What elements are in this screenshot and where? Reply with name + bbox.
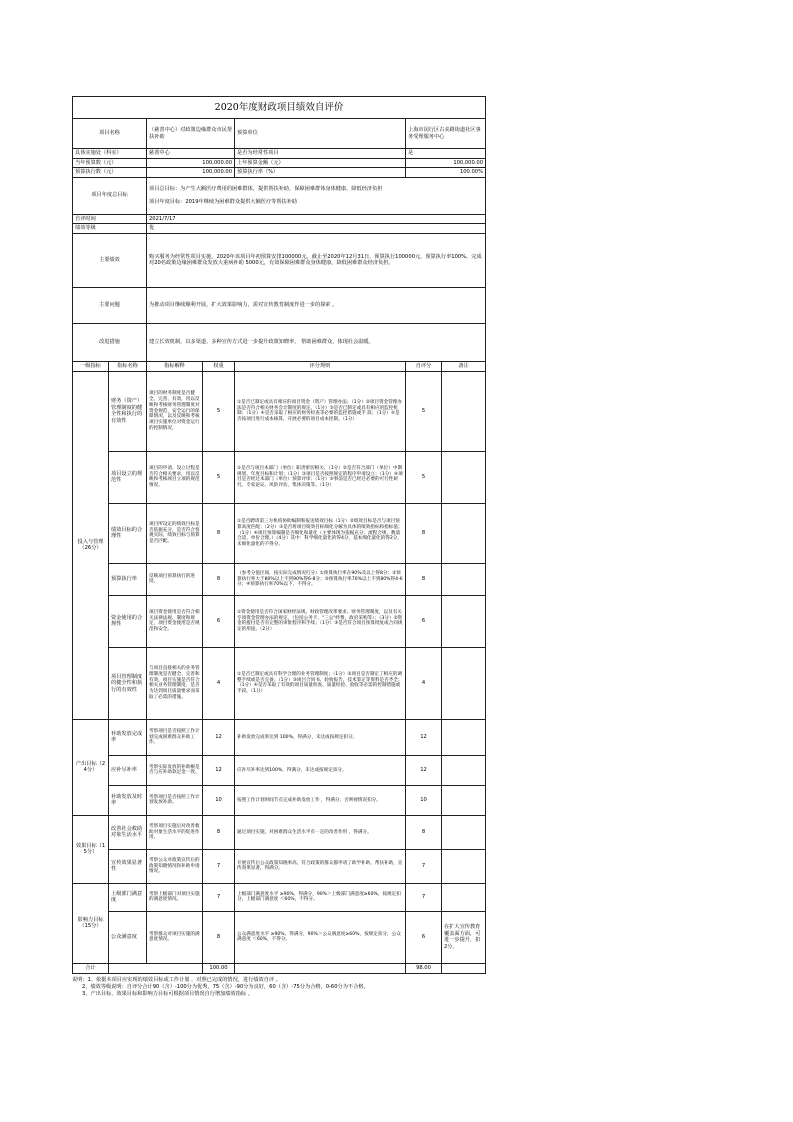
total-note-blank bbox=[442, 963, 486, 973]
col-score: 自评分 bbox=[406, 361, 442, 371]
indicator-row bbox=[73, 451, 486, 503]
indicator-desc: 与项目直接相关的业务管理制度是否健全、完善和有效，项目实施是否符合相关业务管理制度，是否为达到项目质量要求而采取了必需的措施。 bbox=[147, 647, 203, 719]
indicator-rule: 应补尽补率达到100%，得满分，未达成按规定扣分。 bbox=[235, 755, 406, 785]
evaluation-table bbox=[72, 96, 486, 974]
indicator-note: 在扩大宣传教育覆盖面方面，可进一步提升，扣2分。 bbox=[442, 911, 486, 963]
budget-unit-label: 预算单位 bbox=[235, 119, 406, 149]
grade-value: 优 bbox=[147, 224, 486, 234]
budget-label: 当年预算数（元） bbox=[73, 158, 147, 168]
note-line: 说明：1、依据本项目应实现的绩效目标或工作计划 ，对照已完成的情况，进行绩效自评 。 bbox=[72, 976, 281, 983]
indicator-rule: （参考分值区间，按实际完成情况打分）①预算执行率在90%及以上得8分；②预算执行率大于80%以上不到90%得6-8分；③预算执行率70%以上不到80%得4-6分；④预算执行率70%以下，不得分。 bbox=[235, 563, 406, 595]
footnotes bbox=[72, 977, 485, 998]
indicator-score: 5 bbox=[406, 371, 442, 451]
indicator-weight: 7 bbox=[203, 849, 235, 883]
indicator-rule: 通过项目实施，对困难群众生活水平有一定的改善作用 ，得满分。 bbox=[235, 815, 406, 849]
indicator-score: 10 bbox=[406, 785, 442, 815]
goal-text bbox=[147, 177, 486, 214]
indicator-note bbox=[442, 503, 486, 563]
col-weight: 权重 bbox=[203, 361, 235, 371]
indicator-row bbox=[73, 785, 486, 815]
indicator-weight: 8 bbox=[203, 503, 235, 563]
indicator-rule: ①是否已制定或具有相应的项目资金（资产）管理办法；（1分）②项目资金管理办法是否符合相关财务会计制度的规定。（1分）③是否已制定或具有相应的监控机制；（1分）④是否采取了相应的财务检查等必要的监控措施或手 段；（1分）⑤是否按项目进行成本核算，开展必要的项目成本控制。（1分） bbox=[235, 371, 406, 451]
indicator-weight: 6 bbox=[203, 595, 235, 647]
group-label: 影响力目标（15分） bbox=[73, 883, 109, 963]
total-weight: 100.00 bbox=[203, 963, 235, 973]
indicator-rule: 补助发放完成率达到 100%，得满分，未达成按规定扣分。 bbox=[235, 719, 406, 755]
page-title: 2020年度财政项目绩效自评价 bbox=[73, 97, 486, 119]
indicator-score: 7 bbox=[406, 883, 442, 911]
indicator-note bbox=[442, 815, 486, 849]
indicator-weight: 5 bbox=[203, 371, 235, 451]
indicator-name: 项目设立的规范性 bbox=[109, 451, 147, 503]
indicator-row bbox=[73, 371, 486, 451]
col-note: 备注 bbox=[442, 361, 486, 371]
recurring-value: 是 bbox=[406, 149, 486, 159]
indicator-row bbox=[73, 815, 486, 849]
indicator-row bbox=[73, 503, 486, 563]
indicator-note bbox=[442, 595, 486, 647]
indicator-row bbox=[73, 719, 486, 755]
budget-unit: 上海市闵行区古美路街道社区事务受理服务中心 bbox=[406, 119, 486, 149]
indicator-desc: 考察项目实施后对改善救助对象生活水平的促进作用。 bbox=[147, 815, 203, 849]
total-label: 合计 bbox=[73, 963, 109, 973]
exec-rate-value: 100.00% bbox=[406, 168, 486, 178]
indicator-score: 4 bbox=[406, 647, 442, 719]
budget-value: 100,000.00 bbox=[147, 158, 235, 168]
indicator-row bbox=[73, 883, 486, 911]
indicator-score: 6 bbox=[406, 911, 442, 963]
improve-label: 改进措施 bbox=[73, 323, 147, 361]
indicator-desc: 考察项目是否按照工作计划完成困难群众补助工作。 bbox=[147, 719, 203, 755]
indicator-row bbox=[73, 595, 486, 647]
indicator-name: 项目管理制度的健全性和执行的有效性 bbox=[109, 647, 147, 719]
exec-label: 预算执行数（元） bbox=[73, 168, 147, 178]
indicator-weight: 8 bbox=[203, 563, 235, 595]
exec-rate-label: 预算执行率（%） bbox=[235, 168, 406, 178]
indicator-note bbox=[442, 755, 486, 785]
indicator-desc: 考察群众对项目实施的满意度情况。 bbox=[147, 911, 203, 963]
evaluation-sheet bbox=[72, 96, 485, 998]
group-label: 产出目标（24分） bbox=[73, 719, 109, 815]
recurring-label: 是否为经常性项目 bbox=[235, 149, 406, 159]
indicator-rule: 开展宣传后公众政策知晓率高，符合政策的群众都申请了助学补助、帮扶补助，宣传效果显著，得满分。 bbox=[235, 849, 406, 883]
indicator-weight: 4 bbox=[203, 647, 235, 719]
indicator-score: 8 bbox=[406, 503, 442, 563]
col-name: 指标名称 bbox=[109, 361, 147, 371]
indicator-rule: 公众满意度水平 ≥90%，得满分，90%＞公众满意度≥60%，按规定扣分，公众 满意度 ＜60%，不得分。 bbox=[235, 911, 406, 963]
note-line: 2、绩效等级说明：自评分合计90（含）-100分为优秀，75（含）-90分为良好，60（含）-75分为合格，0-60分为不合格。 bbox=[82, 983, 369, 990]
indicator-weight: 8 bbox=[203, 815, 235, 849]
indicator-desc: 项目所设定的绩效目标是否依据充分，是否符合客观实际，绩效目标与预算是否匹配。 bbox=[147, 503, 203, 563]
eval-time-value: 2021/7/17 bbox=[147, 214, 486, 224]
column-header-row bbox=[73, 361, 486, 371]
indicator-row bbox=[73, 911, 486, 963]
indicator-score: 12 bbox=[406, 719, 442, 755]
indicator-name: 财务（资产）管理制度的健全性和执行的有效性 bbox=[109, 371, 147, 451]
indicator-rule: ①是否与项目本部门（单位）职责密切相关；（1分）②是否符合部门（单位）中期规划、年度目标和计划；（1分）③项目是否按照规定的程序申请设立；（1分）④项目是否经过本部门（单位）预算评审；（1分）⑤事前是否已经过必要的可行性研究、专家论证、风险评估、集体决策等。（1分） bbox=[235, 451, 406, 503]
eval-time-label: 自评时间 bbox=[73, 214, 147, 224]
indicator-weight: 12 bbox=[203, 755, 235, 785]
indicator-name: 改善社会救助对象生活水平 bbox=[109, 815, 147, 849]
indicator-rule: ①是否聘请第三方机构协助编制和报送绩效目标（1分）②绩效目标是否与项目预算高度匹配；（2分）③是否将项目绩效目标细化分解为具体的绩效指标和指标值；（1分）④项目预算编制是否细化和量化（主要体现为依据充分，流程合规，数量合适，单价合理。）（4分）其中：科学细化量化的得4分，基本细化量化的得2分，未细化量化的不得分。 bbox=[235, 503, 406, 563]
dept-label: 具体实施处（科室） bbox=[73, 149, 147, 159]
indicator-score: 8 bbox=[406, 563, 442, 595]
indicator-name: 宣传效果显著性 bbox=[109, 849, 147, 883]
dept-value: 慈善中心 bbox=[147, 149, 235, 159]
indicator-weight: 10 bbox=[203, 785, 235, 815]
group-label: 投入与管理（26分） bbox=[73, 371, 109, 719]
goal-overall: 项目总目标：为产生大额医疗费用的困难群体，提供帮扶补助，保障困难群体身体健康，降低经济负担 bbox=[149, 185, 383, 192]
total-blank bbox=[109, 963, 203, 973]
indicator-name: 补助发放完成率 bbox=[109, 719, 147, 755]
indicator-name: 公众满意度 bbox=[109, 911, 147, 963]
grade-label: 绩效等级 bbox=[73, 224, 147, 234]
indicator-rule: 上级部门满意度水平 ≥90%，得满分，90%＞上级部门满意度≥60%，按规定扣分，上级部门满意度 ＜60%，不得分。 bbox=[235, 883, 406, 911]
indicator-desc: 考察项目是否按照工作计划发放补助。 bbox=[147, 785, 203, 815]
prior-budget-label: 上年预算金额（元） bbox=[235, 158, 406, 168]
improve-text: 建立长效机制，以多渠道、多种宣传方式进一步提升政策知晓率， 帮助困难群众，体现社会温暖。 bbox=[147, 323, 486, 361]
issue-text: 为推动项目继续顺利开展，扩大效果影响力，需对宣传教育制度作进一步的探索 。 bbox=[147, 287, 486, 323]
indicator-desc: 考察实际发放的补助额是否与应补助款足金一致。 bbox=[147, 755, 203, 785]
indicator-weight: 7 bbox=[203, 883, 235, 911]
indicator-note bbox=[442, 785, 486, 815]
indicator-score: 6 bbox=[406, 595, 442, 647]
indicator-rule: ①是否已制定或具有科学合理的业务管理制度；（1分）②项目是否制定了相应的调整手续或是否完备；（1分）③项目合同书、验收报告、技术鉴定等资料是否齐全；（1分）④是否采取了有效的项目质量检查、质量检验、验收等必需的控制措施或手段。（1分） bbox=[235, 647, 406, 719]
indicator-rule: ①资金使用是否符合国家财经法规、财政管理改革要求、财务管理制度，以及有关专项资金管理办法的规定，（包括公务卡、"三公"经费，政府采购等）；（3分）②资金的拨付是否有完整的审批程序和手续；（1分）③是否符合项目预算批复或合同规定的用途。（2分） bbox=[235, 595, 406, 647]
indicator-weight: 12 bbox=[203, 719, 235, 755]
indicator-name: 应补尽补率 bbox=[109, 755, 147, 785]
indicator-name: 预算执行率 bbox=[109, 563, 147, 595]
indicator-score: 8 bbox=[406, 815, 442, 849]
exec-value: 100,000.00 bbox=[147, 168, 235, 178]
indicator-weight: 8 bbox=[203, 911, 235, 963]
indicator-score: 12 bbox=[406, 755, 442, 785]
indicator-note bbox=[442, 849, 486, 883]
indicator-row bbox=[73, 755, 486, 785]
indicator-desc: 项目的申请、设立过程是否符合相关要求，用以反映和考核项目立项的规范情况。 bbox=[147, 451, 203, 503]
indicator-name: 上级部门满意度 bbox=[109, 883, 147, 911]
indicator-note bbox=[442, 719, 486, 755]
total-rule-blank bbox=[235, 963, 406, 973]
indicator-name: 资金使用的合规性 bbox=[109, 595, 147, 647]
prior-budget-value: 100,000.00 bbox=[406, 158, 486, 168]
goal-annual: 项目年度目标：2019年继续为困难群众提供大额医疗等帮扶补助 bbox=[149, 199, 298, 206]
indicator-desc: 考察上级部门对项目实施的满意度情况。 bbox=[147, 883, 203, 911]
indicator-note bbox=[442, 451, 486, 503]
goal-label: 项目年度总目标 bbox=[73, 177, 147, 214]
indicator-note bbox=[442, 883, 486, 911]
total-row bbox=[73, 963, 486, 973]
issue-label: 主要问题 bbox=[73, 287, 147, 323]
indicator-row bbox=[73, 849, 486, 883]
indicator-score: 5 bbox=[406, 451, 442, 503]
indicator-name: 补助发放及时率 bbox=[109, 785, 147, 815]
indicator-rule: 按照工作计划时间节点完成补助发放工作 ，得满分，否则视情况扣分。 bbox=[235, 785, 406, 815]
performance-label: 主要绩效 bbox=[73, 233, 147, 287]
performance-text: 购买服务为经常性项目实施，2020年该项目年初预算安排100000元。截止至2020年12月31日，预算执行100000元，预算执行率100%。完成对20名政策边缘困难群众发放大重病补助 5000元，有效保障困难群众身体健康，降低困难群众经济负担。 bbox=[147, 233, 486, 287]
indicator-row bbox=[73, 647, 486, 719]
note-line: 3、产出目标、效果目标和影响力目标可根据项目情况自行增加绩效指标 。 bbox=[82, 990, 253, 997]
indicator-weight: 5 bbox=[203, 451, 235, 503]
indicator-name: 绩效目标的合理性 bbox=[109, 503, 147, 563]
indicator-score: 7 bbox=[406, 849, 442, 883]
indicator-desc: 反映项目预算执行的进度。 bbox=[147, 563, 203, 595]
project-name: （慈善中心）对政策边缘群众市民帮扶补助 bbox=[147, 119, 235, 149]
indicator-desc: 项目资金使用是否符合相关法律法规、制度和规定，项目资金使用是否规范和安全。 bbox=[147, 595, 203, 647]
indicator-note bbox=[442, 371, 486, 451]
indicator-note bbox=[442, 563, 486, 595]
col-rule: 评分规则 bbox=[235, 361, 406, 371]
indicator-desc: 项目的财务制度是否健全、完善、有效，用以反映和考核财务管理制度对资金规范、安全运行的保障情况，以及反映和考核项目实施单位对资金运行的控制情况。 bbox=[147, 371, 203, 451]
group-label: 效果目标（15分） bbox=[73, 815, 109, 883]
indicator-desc: 考察公众对政策宣传后的政策知晓情况和补助申请情况。 bbox=[147, 849, 203, 883]
col-desc: 指标解释 bbox=[147, 361, 203, 371]
indicator-note bbox=[442, 647, 486, 719]
indicator-row bbox=[73, 563, 486, 595]
total-score: 98.00 bbox=[406, 963, 442, 973]
project-name-label: 项目名称 bbox=[73, 119, 147, 149]
col-level1: 一级指标 bbox=[73, 361, 109, 371]
